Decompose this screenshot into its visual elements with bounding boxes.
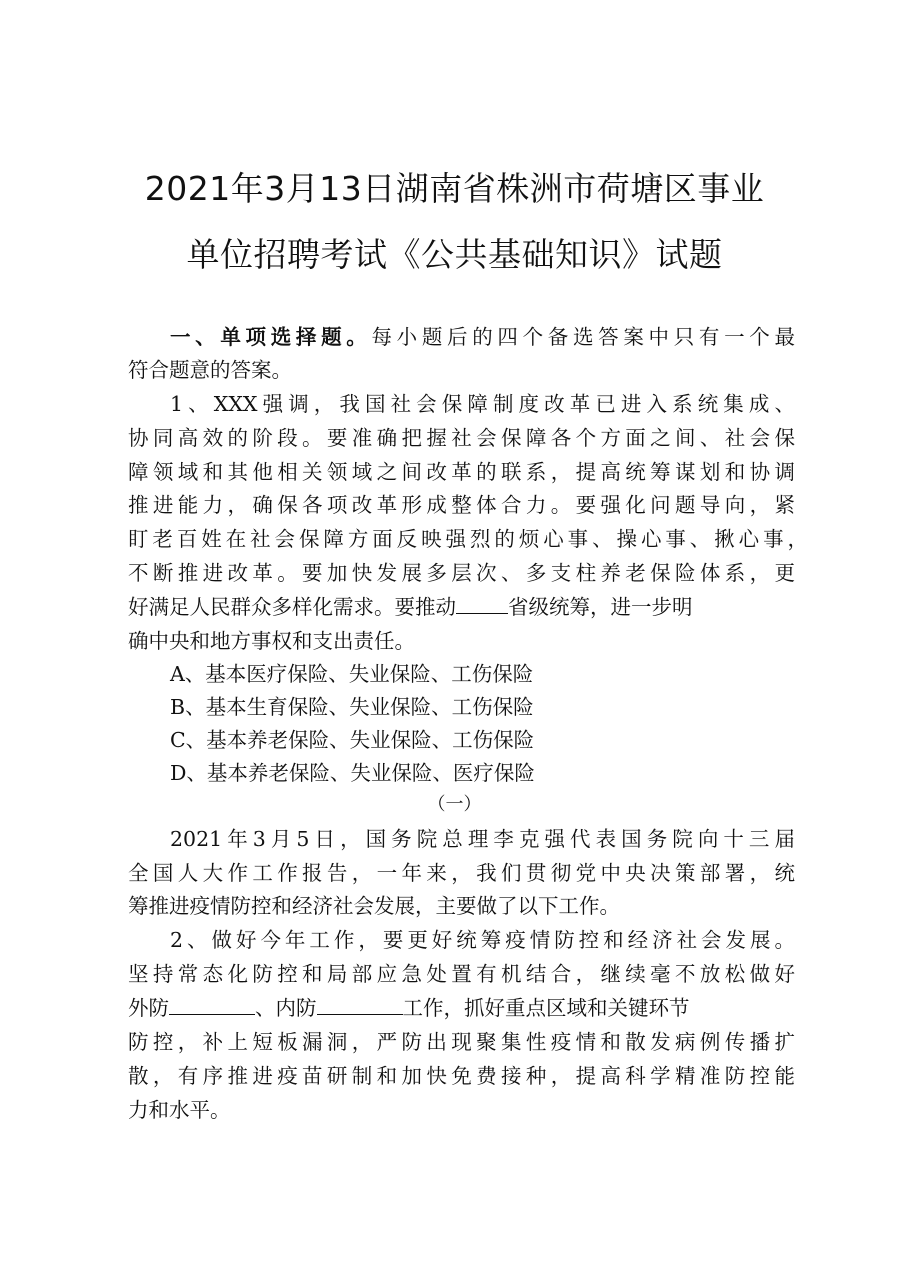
part-marker: （一） [427,794,482,815]
question-1-text: 省级统筹，进一步明 [508,595,693,619]
answer-blank [169,996,255,1015]
question-2-text: 、内防 [255,996,317,1020]
passage-line: 筹推进疫情防控和经济社会发展，主要做了以下工作。 [128,894,620,918]
section-intro: 每小题后的四个备选答案中只有一个最 [371,325,795,349]
answer-blank [317,996,403,1015]
question-1-blank-line [128,590,795,620]
option-d: D、基本养老保险、失业保险、医疗保险 [170,761,535,785]
section-intro-cont: 符合题意的答案。 [128,358,292,382]
question-2-line: 防控，补上短板漏洞，严防出现聚集性疫情和散发病例传播扩 [128,1030,795,1054]
option-c: C、基本养老保险、失业保险、工伤保险 [170,728,535,752]
section-heading: 一、单项选择题。 [170,325,372,349]
passage-line: 2021年3月5日，国务院总理李克强代表国务院向十三届 [170,827,795,851]
question-2-text: 外防 [128,996,169,1020]
question-1-line: 不断推进改革。要加快发展多层次、多支柱养老保险体系，更 [128,561,795,585]
question-2-line: 力和水平。 [128,1098,231,1122]
question-1-line: 1、XXX强调，我国社会保障制度改革已进入系统集成、 [170,392,795,416]
question-1-text: 好满足人民群众多样化需求。要推动 [128,595,456,619]
page-title-line-1: 2021年3月13日湖南省株洲市荷塘区事业 [144,169,765,208]
question-2-line: 散，有序推进疫苗研制和加快免费接种，提高科学精准防控能 [128,1064,795,1088]
question-1-line: 盯老百姓在社会保障方面反映强烈的烦心事、操心事、揪心事， [128,527,808,551]
page-title-line-2: 单位招聘考试《公共基础知识》试题 [186,235,723,274]
option-a: A、基本医疗保险、失业保险、工伤保险 [170,662,534,686]
question-2-line: 2、做好今年工作，要更好统筹疫情防控和经济社会发展。 [170,928,795,952]
passage-line: 全国人大作工作报告，一年来，我们贯彻党中央决策部署，统 [128,861,795,885]
answer-blank [456,595,508,614]
question-2-blank-line [128,991,795,1021]
option-b: B、基本生育保险、失业保险、工伤保险 [170,695,534,719]
question-1-line: 确中央和地方事权和支出责任。 [128,629,415,653]
question-2-line: 坚持常态化防控和局部应急处置有机结合，继续毫不放松做好 [128,962,795,986]
question-1-line: 协同高效的阶段。要准确把握社会保障各个方面之间、社会保 [128,426,795,450]
question-2-text: 工作，抓好重点区域和关键环节 [402,996,690,1020]
section-heading-line [170,320,795,350]
question-1-line: 障领域和其他相关领域之间改革的联系，提高统筹谋划和协调 [128,460,795,484]
question-1-line: 推进能力，确保各项改革形成整体合力。要强化问题导向，紧 [128,493,795,517]
